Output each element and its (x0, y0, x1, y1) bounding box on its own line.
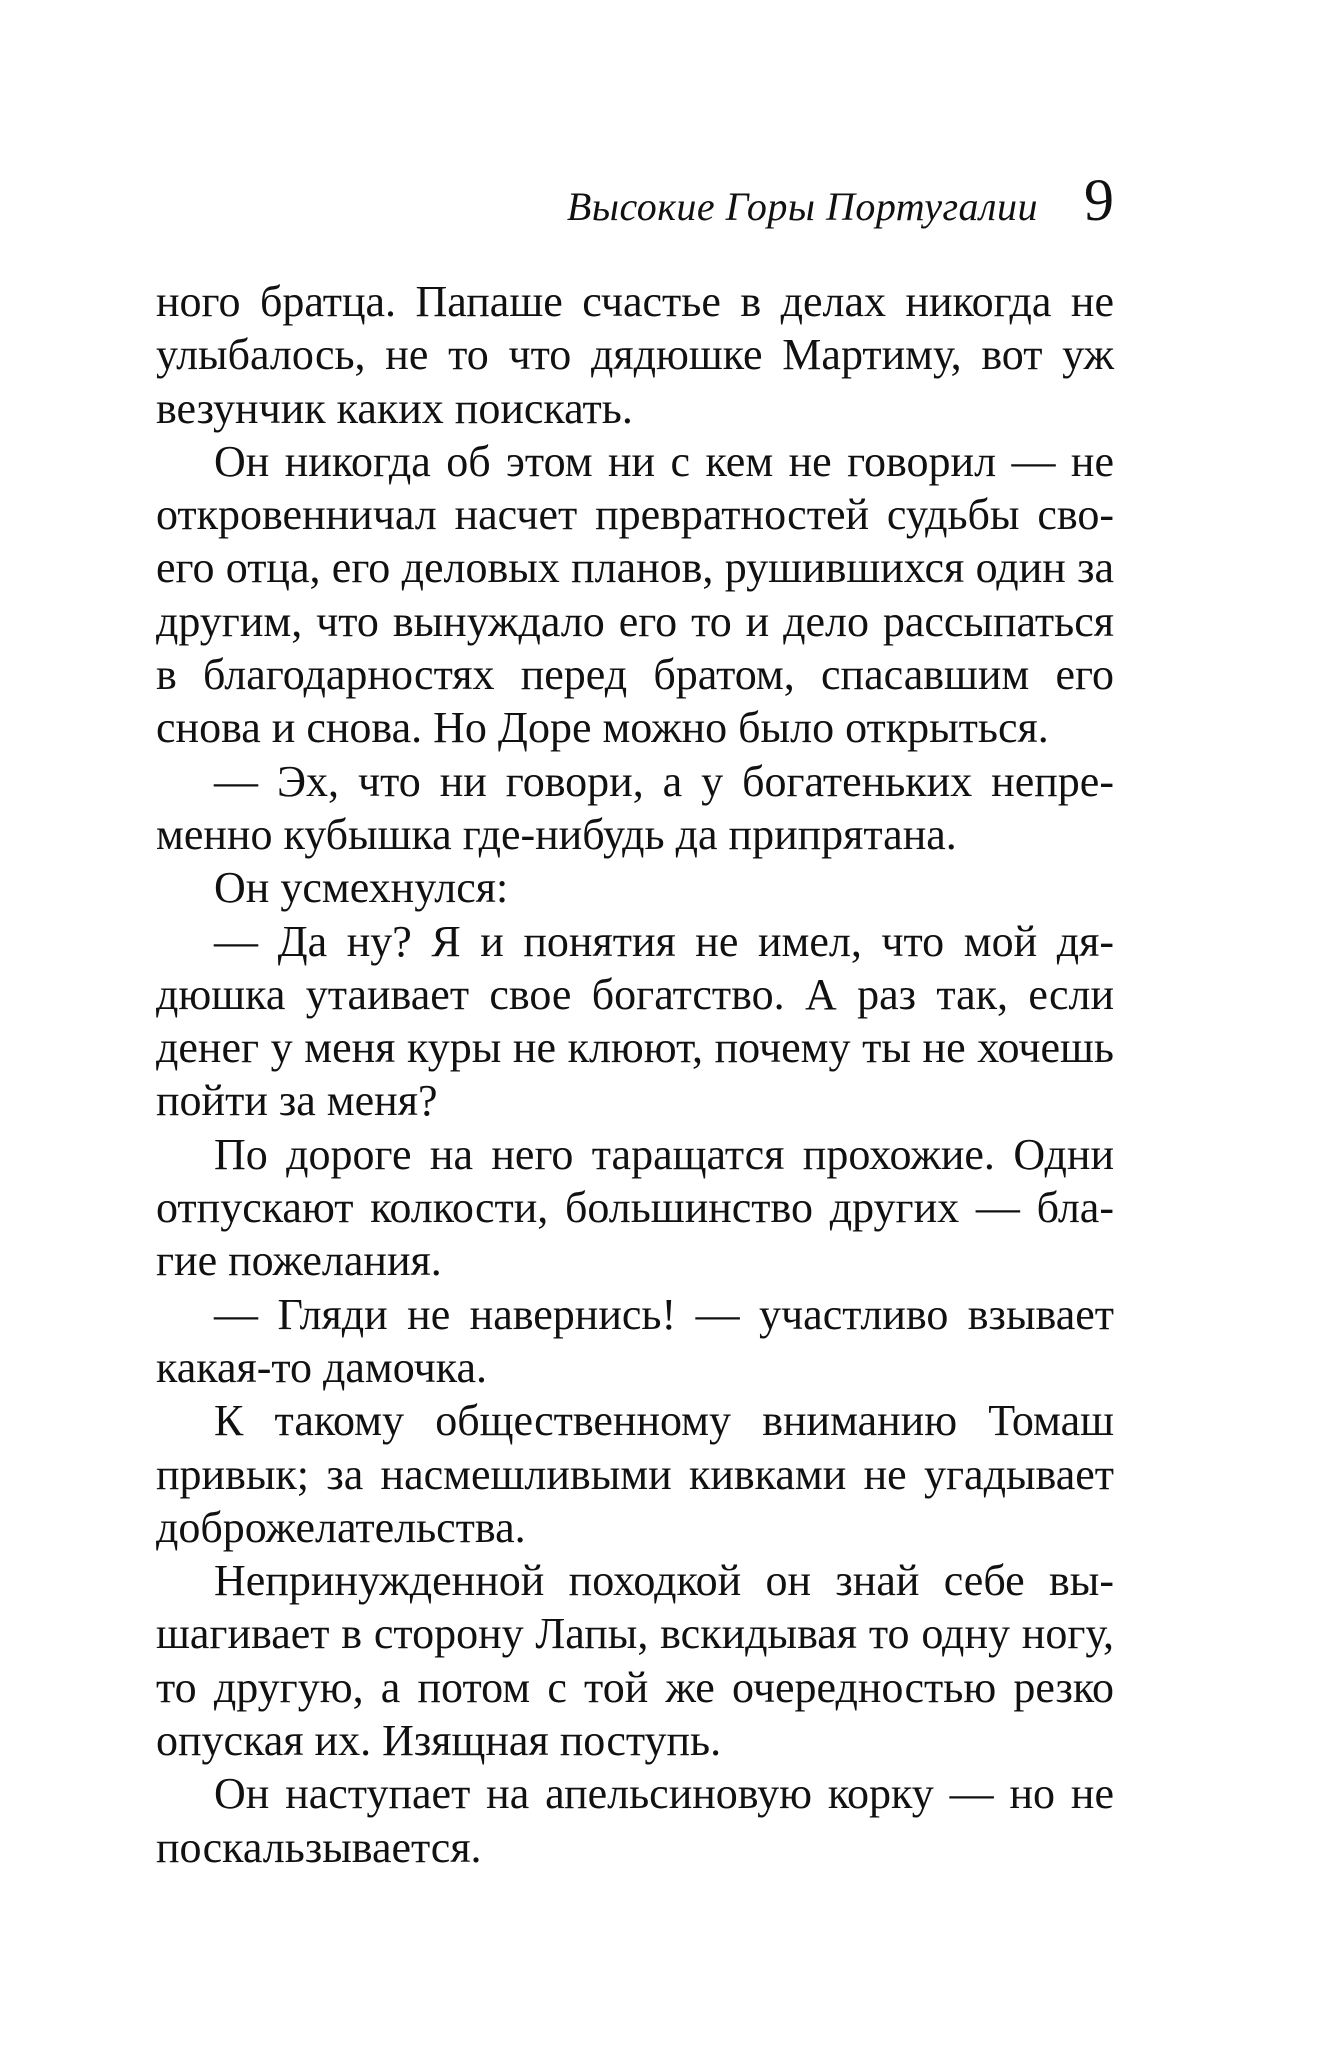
paragraph: По дороге на него таращатся прохожие. Одни отпускают колкости, большинство других — благие пожелания. (156, 1129, 1114, 1286)
paragraph: Он наступает на апельсиновую корку — но не поскальзывается. (156, 1769, 1114, 1872)
paragraph: — Эх, что ни говори, а у богатеньких непременно кубышка где-нибудь да припрятана. (156, 756, 1114, 859)
paragraph: — Гляди не навернись! — участливо взывает какая-то дамочка. (156, 1289, 1114, 1392)
paragraph: Он усмехнулся: (214, 863, 509, 913)
paragraph: Непринужденной походкой он знай себе вышагивает в сторону Лапы, вскидывая то одну ногу, то другую, а потом с той же очередностью резко опуская их. Изящная поступь. (156, 1556, 1114, 1766)
paragraph: К такому общественному вниманию Томаш привык; за насмешливыми кивками не угадывает доброжелательства. (156, 1396, 1114, 1552)
running-title: Высокие Горы Португалии (566, 184, 1038, 229)
paragraph: — Да ну? Я и понятия не имел, что мой дядюшка утаивает свое богатство. А раз так, если денег у меня куры не клюют, почему ты не хочешь пойти за меня? (156, 916, 1114, 1126)
running-head (156, 167, 1114, 250)
body-text (156, 275, 1114, 1874)
paragraph: ного братца. Папаше счастье в делах никогда не улыбалось, не то что дядюшке Мартиму, вот уж везунчик каких поискать. (156, 277, 1114, 433)
paragraph: Он никогда об этом ни с кем не говорил — не откровенничал насчет превратностей судьбы своего отца, его деловых планов, рушившихся один за другим, что вынуждало его то и дело рассыпаться в благодарностях перед братом, спасавшим его снова и снова. Но Доре можно было открыться. (156, 436, 1114, 753)
page-number: 9 (1084, 167, 1114, 233)
